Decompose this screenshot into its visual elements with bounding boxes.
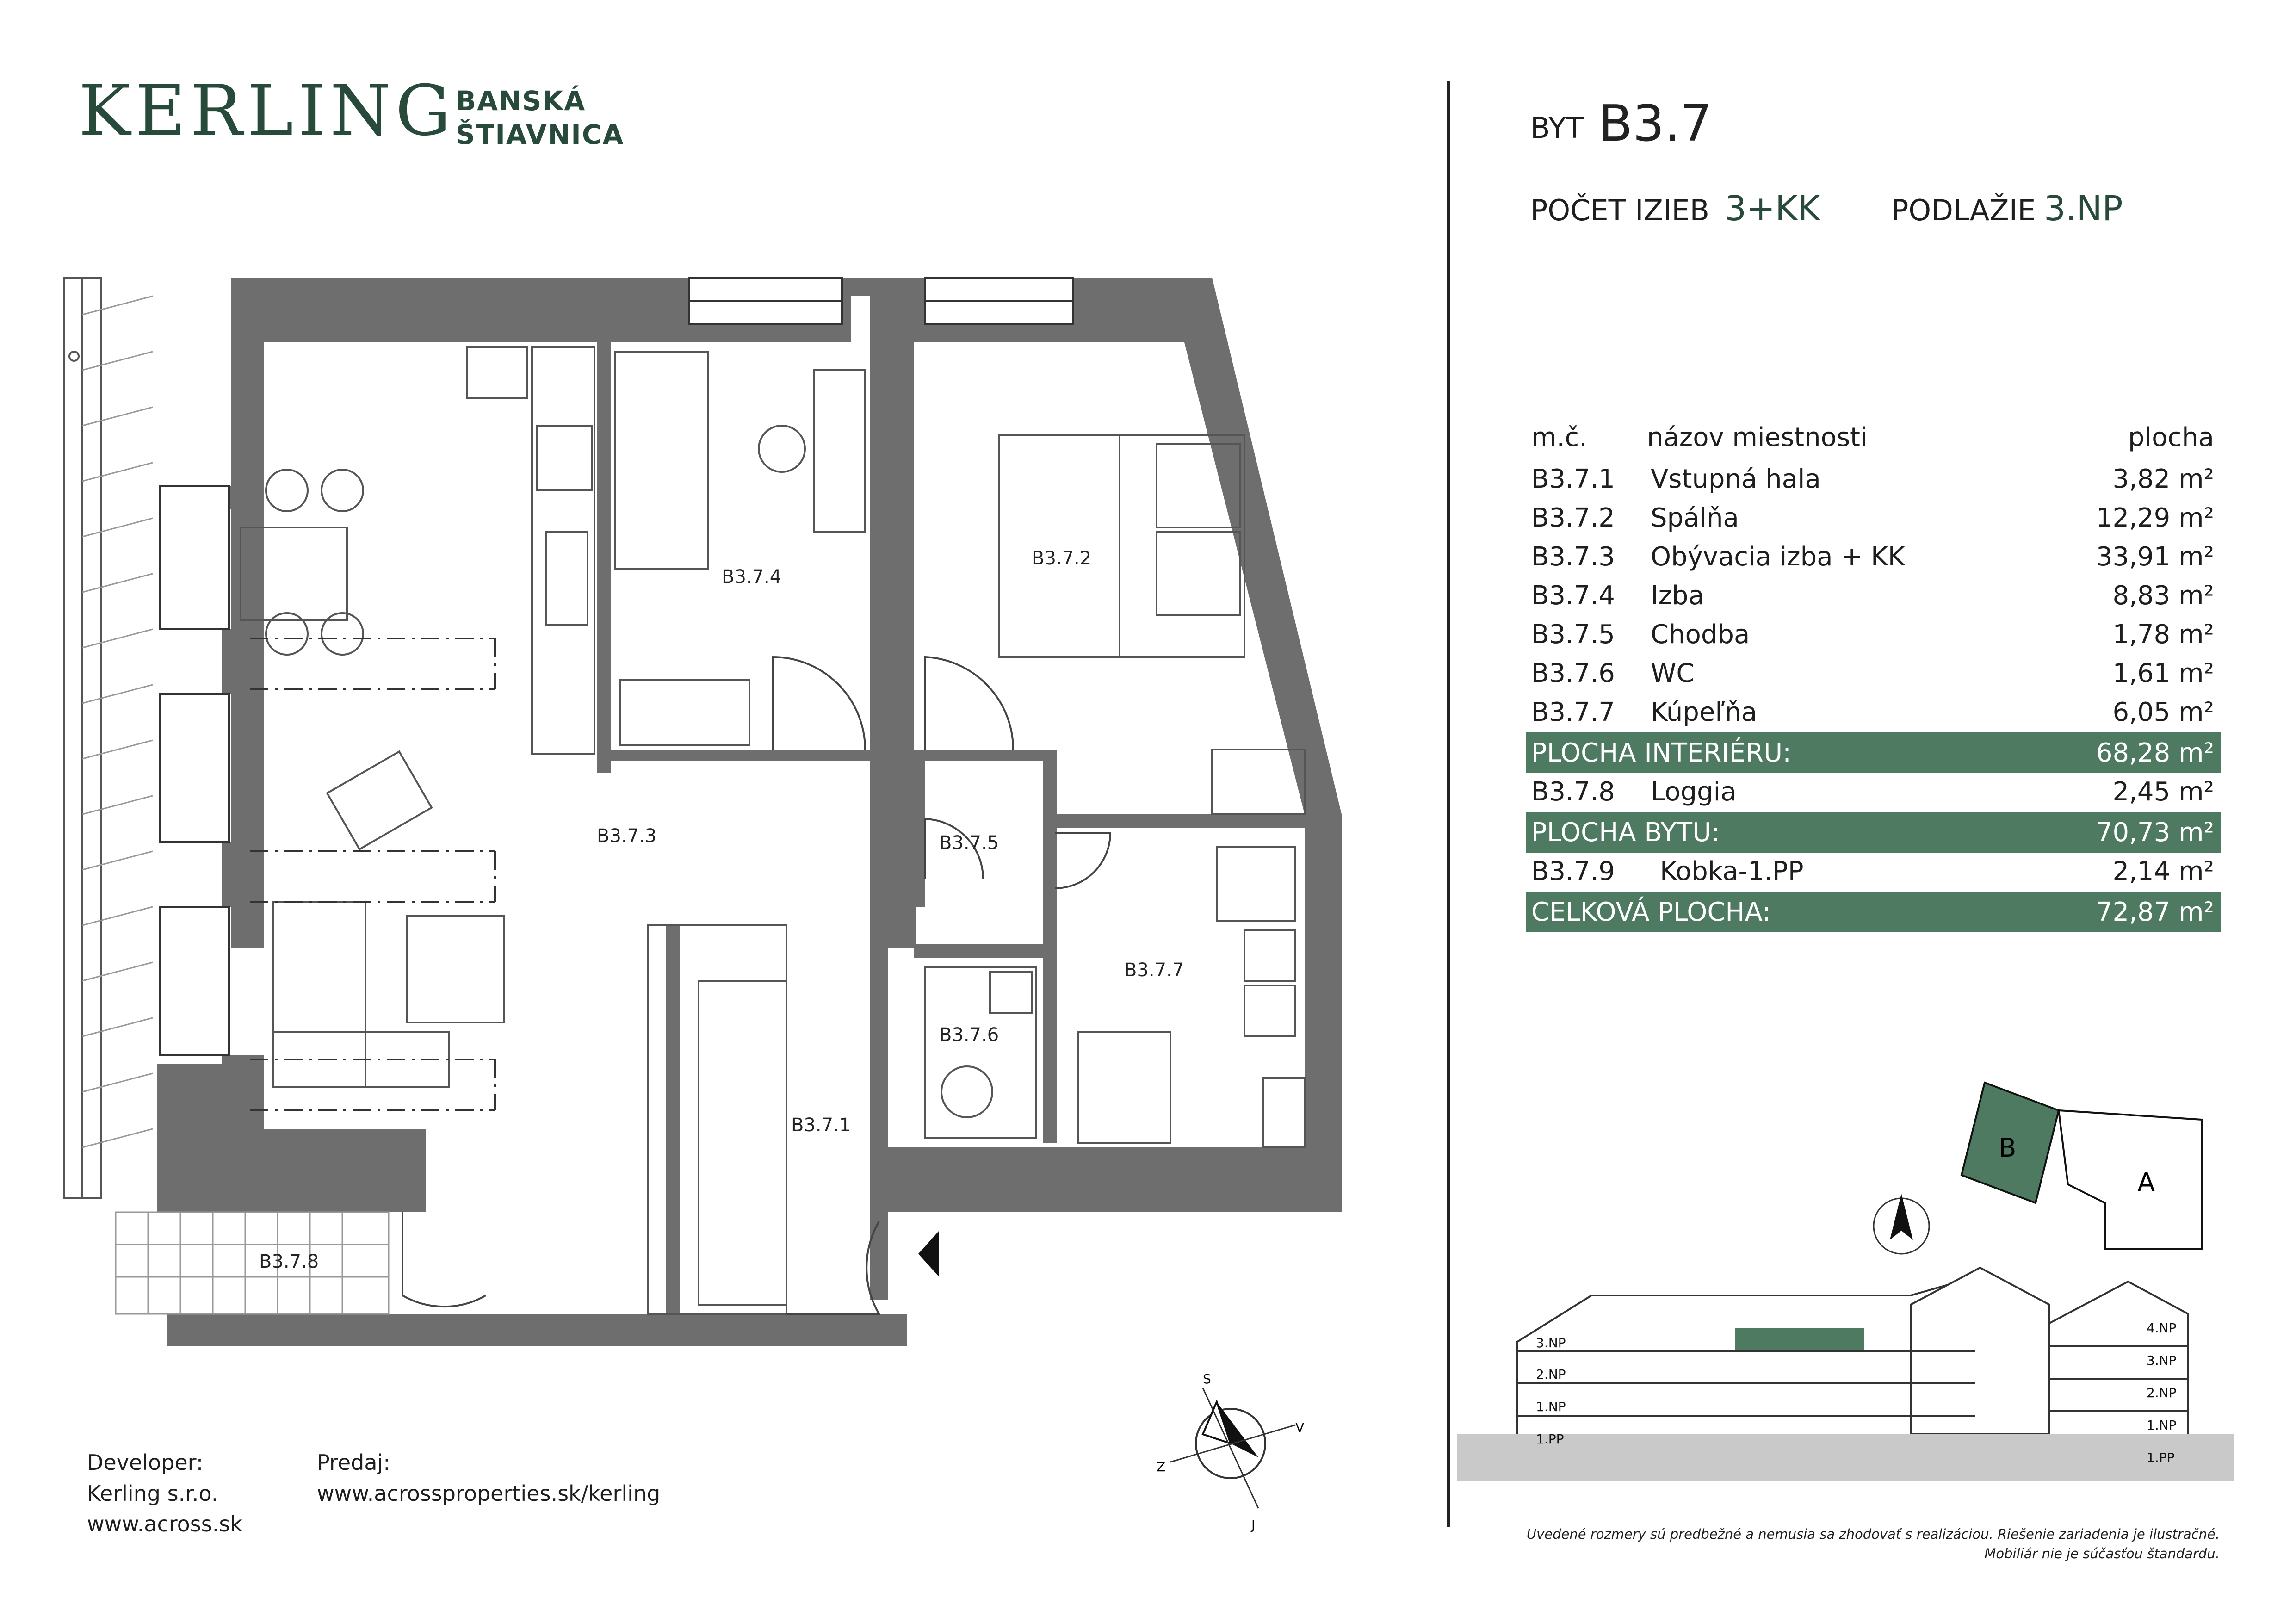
header-area: plocha: [2128, 422, 2214, 452]
table-cell-area: 12,29 m²: [2096, 503, 2214, 533]
developer-block: [87, 1447, 242, 1540]
table-row: [1526, 577, 2221, 616]
total-area: 72,87 m²: [2096, 897, 2214, 927]
room-label-b3-7-5: B3.7.5: [939, 832, 999, 854]
developer-name: Kerling s.r.o.: [87, 1481, 218, 1506]
site-north-icon: [1890, 1194, 1913, 1240]
left-floor-2np: 2.NP: [1536, 1367, 1566, 1382]
interior-total-row: [1526, 732, 2221, 773]
compass: [1157, 1371, 1304, 1532]
grand-total-row: [1526, 892, 2221, 932]
block-a-label: A: [2137, 1168, 2155, 1198]
table-cell-area: 33,91 m²: [2096, 542, 2214, 572]
left-floor-1pp: 1.PP: [1536, 1431, 1564, 1447]
block-b-label: B: [1999, 1133, 2017, 1163]
table-cell-id: B3.7.4: [1531, 581, 1615, 611]
room-label-b3-7-3: B3.7.3: [597, 825, 657, 847]
room-label-b3-7-8: B3.7.8: [259, 1251, 319, 1272]
right-floor-1pp: 1.PP: [2147, 1450, 2175, 1465]
compass-e: V: [1295, 1420, 1305, 1435]
header-number: m.č.: [1531, 422, 1587, 452]
beam-lines: [250, 638, 495, 1110]
table-cell-name: Chodba: [1651, 619, 1750, 650]
key-plan: [1457, 1064, 2244, 1518]
table-cell-id: B3.7.3: [1531, 542, 1615, 572]
rooms-label: POČET IZIEB: [1530, 193, 1709, 227]
section-elevation: [1457, 1268, 2234, 1481]
table-cell-name: Obývacia izba + KK: [1651, 542, 1905, 572]
flat-total-row: [1526, 812, 2221, 853]
table-row: B3.7.9 Kobka-1.PP 2,14 m²: [1531, 856, 2214, 886]
table-cell-area: 1,78 m²: [2112, 619, 2214, 650]
compass-w: Z: [1157, 1459, 1166, 1474]
rooms-value: 3+KK: [1725, 189, 1820, 229]
table-cell-id: B3.7.7: [1531, 697, 1615, 727]
byt-value: B3.7: [1598, 95, 1712, 153]
table-cell-id: B3.7.5: [1531, 619, 1615, 650]
table-row: [1526, 538, 2221, 577]
table-cell-name: Spálňa: [1651, 503, 1739, 533]
table-cell-area: 3,82 m²: [2112, 464, 2214, 494]
divider-line: [1447, 81, 1450, 1527]
right-floor-4np: 4.NP: [2147, 1320, 2177, 1336]
table-row: [1526, 499, 2221, 538]
floor-value: 3.NP: [2044, 189, 2123, 229]
room-label-b3-7-2: B3.7.2: [1032, 548, 1092, 569]
room-label-b3-7-4: B3.7.4: [722, 566, 782, 588]
compass-n: S: [1203, 1371, 1211, 1387]
table-cell-name: Izba: [1651, 581, 1704, 611]
left-floor-3np: 3.NP: [1536, 1335, 1566, 1350]
floor-label: PODLAŽIE: [1891, 193, 2036, 227]
room-label-b3-7-1: B3.7.1: [791, 1115, 851, 1136]
table-row: B3.7.8 Loggia 2,45 m²: [1531, 777, 2214, 807]
byt-label: BYT: [1530, 111, 1584, 145]
brand-logo-text: KERLING: [79, 71, 456, 151]
total-label: CELKOVÁ PLOCHA:: [1531, 897, 1771, 927]
table-cell-id: B3.7.2: [1531, 503, 1615, 533]
table-cell-area: 6,05 m²: [2112, 697, 2214, 727]
balcony-strip: [64, 278, 153, 1198]
table-cell-name: WC: [1651, 658, 1695, 688]
table-header: [1526, 419, 2221, 460]
room-table: [1526, 419, 2221, 932]
left-floor-1np: 1.NP: [1536, 1399, 1566, 1414]
table-row: [1526, 460, 2221, 499]
table-cell-id: B3.7.1: [1531, 464, 1615, 494]
table-row: [1526, 616, 2221, 655]
table-row: [1526, 694, 2221, 732]
right-floor-1np: 1.NP: [2147, 1418, 2177, 1433]
sales-label: Predaj:: [317, 1450, 390, 1475]
table-cell-name: Vstupná hala: [1651, 464, 1821, 494]
table-cell-name: Kúpeľňa: [1651, 697, 1758, 727]
flat-label: PLOCHA BYTU:: [1531, 818, 1720, 848]
table-cell-id: B3.7.6: [1531, 658, 1615, 688]
table-row: [1526, 655, 2221, 694]
compass-s: J: [1251, 1517, 1256, 1532]
sales-block: [317, 1447, 660, 1509]
table-cell-area: 8,83 m²: [2112, 581, 2214, 611]
table-cell-area: 1,61 m²: [2112, 658, 2214, 688]
site-plan: [1874, 1083, 2202, 1254]
developer-label: Developer:: [87, 1450, 204, 1475]
right-floor-3np: 3.NP: [2147, 1353, 2177, 1368]
header-name: názov miestnosti: [1647, 422, 1868, 452]
disclaimer: Uvedené rozmery sú predbežné a nemusia sa zhodovať s realizáciou. Riešenie zariadenia je ilustračné. Mobiliár nie je súčasťou štandardu.: [1526, 1526, 2220, 1562]
sales-web[interactable]: www.acrossproperties.sk/kerling: [317, 1481, 661, 1506]
location-line2: ŠTIAVNICA: [456, 118, 625, 150]
flat-area: 70,73 m²: [2096, 818, 2214, 848]
interior-area: 68,28 m²: [2096, 738, 2214, 768]
right-floor-2np: 2.NP: [2147, 1385, 2177, 1400]
room-label-b3-7-6: B3.7.6: [939, 1024, 999, 1046]
room-label-b3-7-7: B3.7.7: [1124, 960, 1184, 981]
developer-web[interactable]: www.across.sk: [87, 1511, 242, 1537]
windows: [160, 278, 1073, 1055]
location-line1: BANSKÁ: [456, 85, 586, 117]
interior-label: PLOCHA INTERIÉRU:: [1531, 738, 1791, 768]
loggia-grid: [116, 1212, 389, 1314]
entry-arrow-icon: [918, 1231, 939, 1277]
walls: [157, 278, 1342, 1346]
